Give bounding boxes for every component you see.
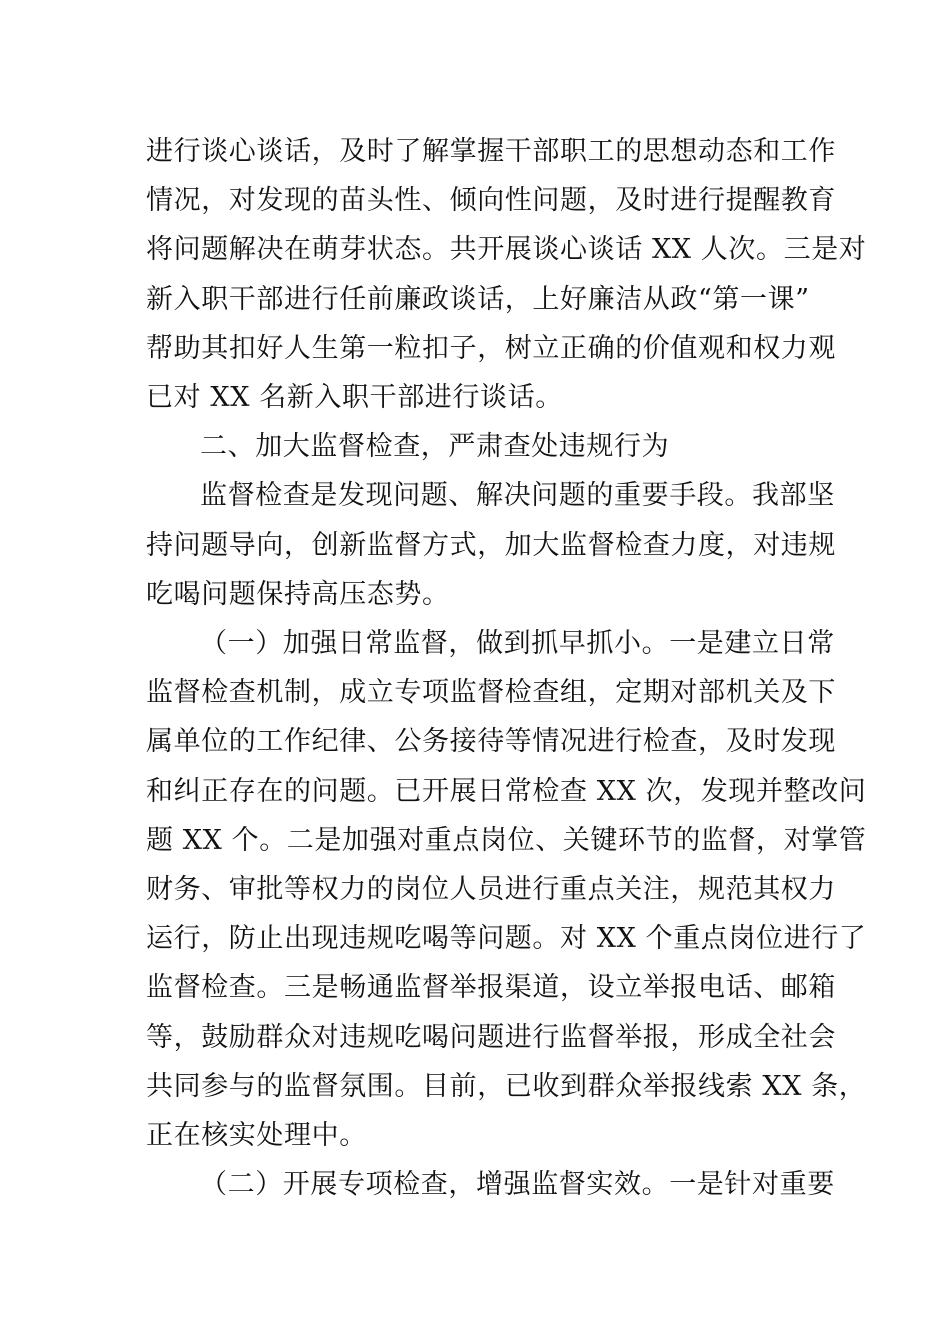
text-line: 吃喝问题保持高压态势。 <box>146 578 450 610</box>
text-line: 财务、审批等权力的岗位人员进行重点关注，规范其权力 <box>146 874 836 905</box>
subsection-heading: （一）加强日常监督，做到抓早抓小。一是建立日常 <box>200 628 835 659</box>
text-line: 共同参与的监督氛围。目前，已收到群众举报线索 XX 条， <box>146 1070 867 1102</box>
text-line: 监督检查。三是畅通监督举报渠道，设立举报电话、邮箱 <box>146 972 836 1004</box>
subsection-heading: （二）开展专项检查，增强监督实效。一是针对重要 <box>200 1169 835 1201</box>
text-line: 监督检查机制，成立专项监督检查组，定期对部机关及下 <box>146 677 836 709</box>
text-line: 等，鼓励群众对违规吃喝问题进行监督举报，形成全社会 <box>146 1021 836 1053</box>
text-line: 和纠正存在的问题。已开展日常检查 XX 次，发现并整改问 <box>146 775 867 807</box>
text-line: 题 XX 个。二是加强对重点岗位、关键环节的监督，对掌管 <box>146 824 867 856</box>
text-line: 属单位的工作纪律、公务接待等情况进行检查，及时发现 <box>146 726 836 758</box>
text-line: 持问题导向，创新监督方式，加大监督检查力度，对违规 <box>146 529 836 561</box>
text-line: 正在核实处理中。 <box>146 1120 367 1151</box>
text-line: 新入职干部进行任前廉政谈话，上好廉洁从政“第一课” <box>146 283 810 315</box>
text-line: 帮助其扣好人生第一粒扣子，树立正确的价值观和权力观 <box>146 332 836 364</box>
section-heading: 二、加大监督检查，严肃查处违规行为 <box>200 431 670 463</box>
text-line: 监督检查是发现问题、解决问题的重要手段。我部坚 <box>200 480 835 512</box>
text-line: 情况，对发现的苗头性、倾向性问题，及时进行提醒教育 <box>146 185 836 217</box>
text-line: 进行谈心谈话，及时了解掌握干部职工的思想动态和工作 <box>146 136 836 167</box>
text-line: 已对 XX 名新入职干部进行谈话。 <box>146 382 563 413</box>
text-line: 运行，防止出现违规吃喝等问题。对 XX 个重点岗位进行了 <box>146 923 867 955</box>
text-line: 将问题解决在萌芽状态。共开展谈心谈话 XX 人次。三是对 <box>146 234 867 266</box>
